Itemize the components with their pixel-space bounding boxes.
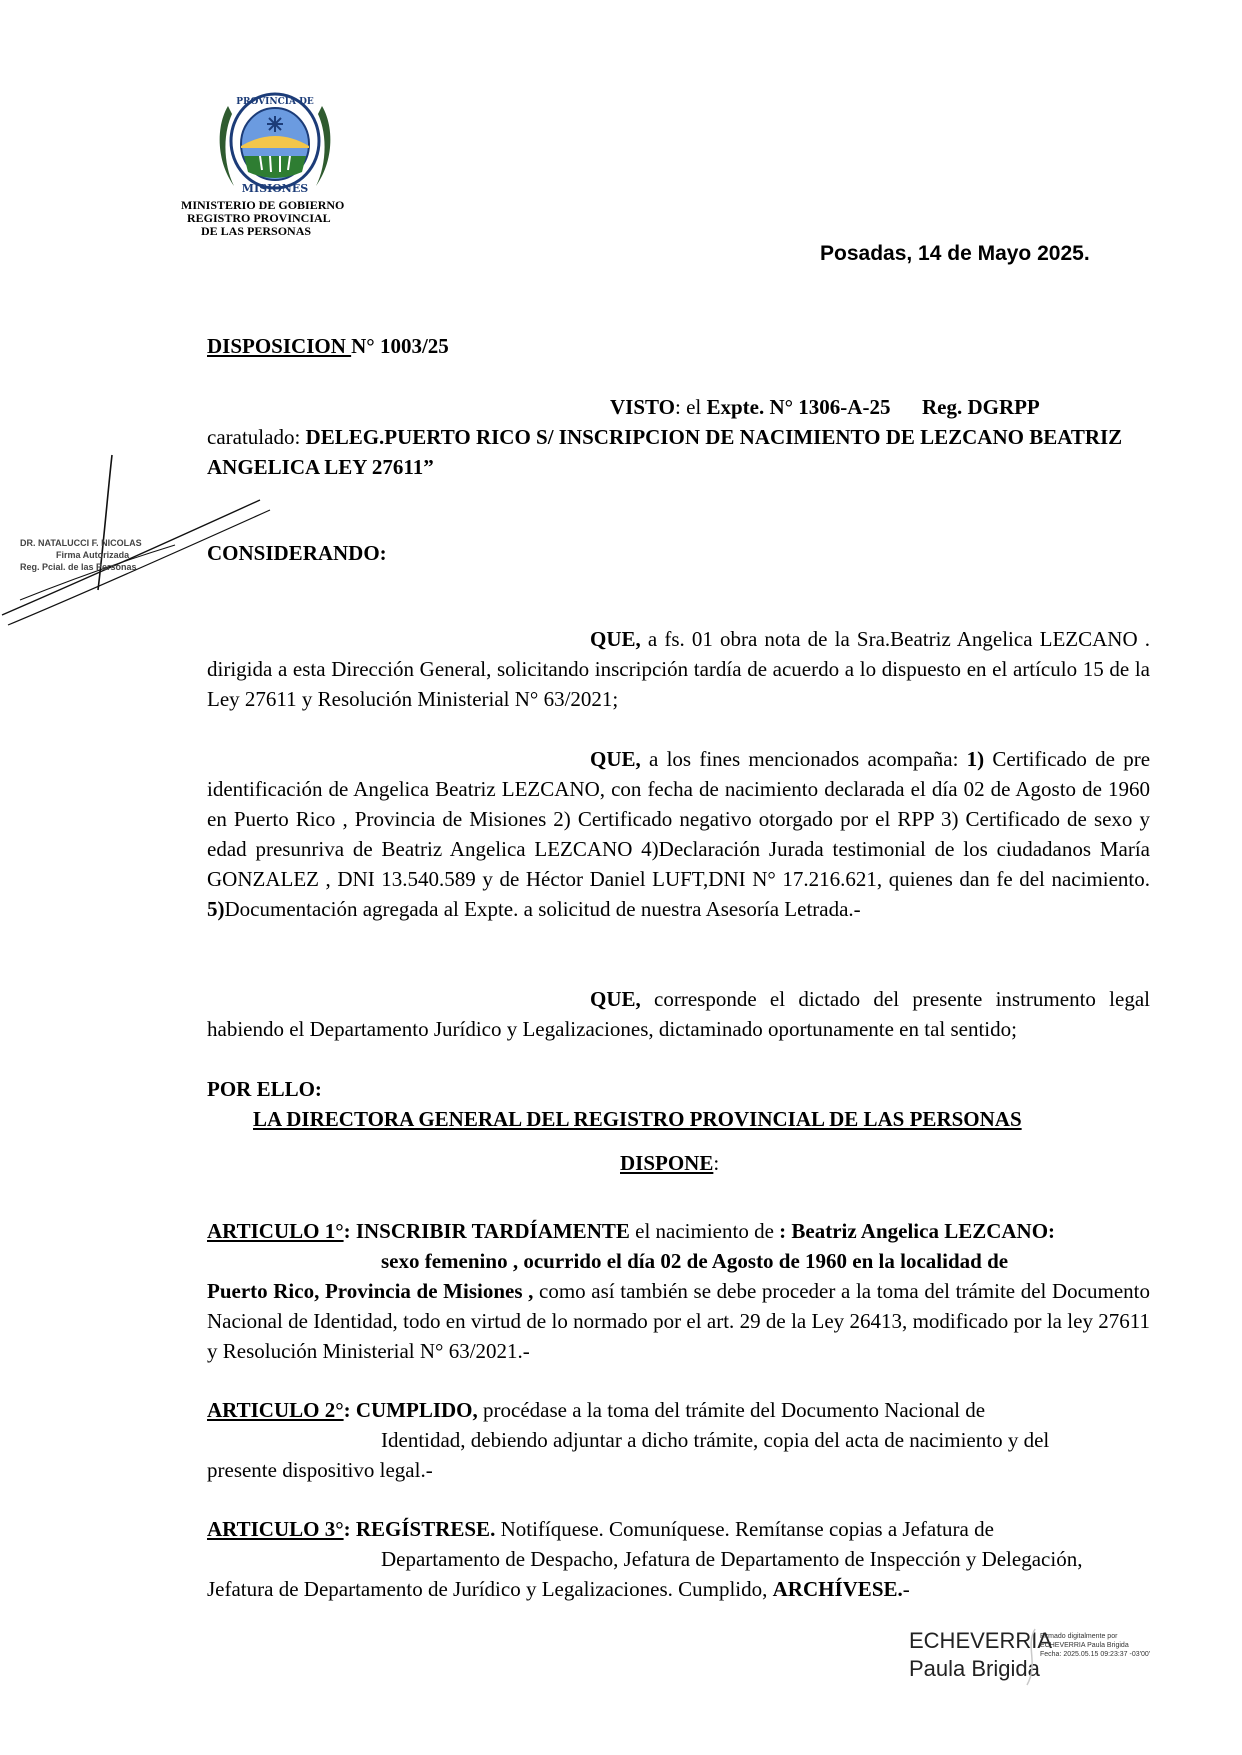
que-text: a fs. 01 obra nota de la Sra.Beatriz Angelica LEZCANO . dirigida a esta Dirección General, solicitando inscripción tardía de acuerdo a lo dispuesto en el artículo 15 de la Ley 27611 y Resolución Ministerial N° 63/2021;	[207, 627, 1150, 711]
digital-signature	[909, 1627, 1151, 1683]
disposicion-label: DISPOSICION	[207, 334, 352, 358]
province-seal	[210, 86, 340, 196]
articulo-locality: Puerto Rico, Provincia de Misiones ,	[207, 1279, 534, 1303]
articulo-label: ARTICULO 1°	[207, 1219, 344, 1243]
stamp-line: DR. NATALUCCI F. NICOLAS	[20, 538, 142, 548]
que-text: Certificado de pre identificación de Angelica Beatriz LEZCANO, con fecha de nacimiento declarada el día 02 de Agosto de 1960 en Puerto Rico , Provincia de Misiones 2) Certificado negativo otorgado por el RPP 3) Certificado de sexo y edad presunriva de Beatriz Angelica LEZCANO 4)Declaración Jurada testimonial de los ciudadanos María GONZALEZ , DNI 13.540.589 y de Héctor Daniel LUFT,DNI N° 17.216.621, quienes dan fe del nacimiento.	[207, 747, 1151, 891]
visto-expte: Expte. N° 1306-A-25	[706, 395, 891, 419]
articulo-action: INSCRIBIR TARDÍAMENTE	[355, 1219, 630, 1243]
dispone-label: DISPONE	[620, 1151, 714, 1175]
dispone-colon: :	[713, 1151, 720, 1175]
que-label: QUE,	[590, 747, 641, 771]
disposicion-title	[207, 334, 449, 359]
stamp-line: Firma Autorizada	[56, 550, 130, 560]
articulo-text: el nacimiento de	[629, 1219, 780, 1243]
articulo-colon: :	[343, 1219, 356, 1243]
articulo-colon: :	[343, 1398, 356, 1422]
considerando-heading: CONSIDERANDO:	[207, 541, 387, 565]
svg-text:MISIONES: MISIONES	[241, 182, 309, 195]
dispone-heading	[620, 1148, 719, 1178]
visto-reg: Reg. DGRPP	[921, 395, 1040, 419]
authorization-stamp	[20, 537, 142, 573]
que-text: corresponde el dictado del presente instrumento legal habiendo el Departamento Jurídico y Legalizaciones, dictaminado oportunamente en tal sentido;	[207, 987, 1150, 1041]
signer-name-line: ECHEVERRIA	[909, 1628, 1053, 1653]
document-date: Posadas, 14 de Mayo 2025.	[820, 242, 1090, 265]
que-paragraph-2	[207, 744, 1150, 924]
que-paragraph-3	[207, 984, 1150, 1044]
signature-metadata	[1040, 1632, 1150, 1659]
que-paragraph-1	[207, 624, 1150, 714]
visto-caratulado: caratulado:	[207, 425, 306, 449]
articulo-1	[207, 1216, 1150, 1366]
articulo-text: Notifíquese. Comuníquese. Remítanse copias a Jefatura de	[495, 1517, 994, 1541]
articulo-birth-details: sexo femenino , ocurrido el día 02 de Agosto de 1960 en la localidad de	[381, 1249, 1009, 1273]
articulo-text: Identidad, debiendo adjuntar a dicho trámite, copia del acta de nacimiento y del	[381, 1428, 1050, 1452]
ministry-header	[181, 199, 344, 238]
articulo-action: CUMPLIDO,	[355, 1398, 478, 1422]
que-label: QUE,	[590, 627, 641, 651]
visto-text: : el	[674, 395, 707, 419]
visto-section	[207, 392, 1150, 482]
directora-heading: LA DIRECTORA GENERAL DEL REGISTRO PROVINCIAL DE LAS PERSONAS	[253, 1107, 1022, 1131]
articulo-colon: :	[343, 1517, 356, 1541]
signature-meta-line: ECHEVERRIA Paula Brigida	[1040, 1642, 1129, 1649]
signature-flourish	[1021, 1627, 1041, 1689]
articulo-text: Departamento de Despacho, Jefatura de Departamento de Inspección y Delegación,	[381, 1547, 1083, 1571]
signature-meta-line: Fecha: 2025.05.15 09:23:37 -03'00'	[1040, 1651, 1151, 1658]
que-label: QUE,	[590, 987, 641, 1011]
articulo-name: : Beatriz Angelica LEZCANO:	[779, 1219, 1056, 1243]
que-text: a los fines mencionados acompaña:	[640, 747, 967, 771]
ministry-line: REGISTRO PROVINCIAL	[187, 211, 331, 225]
por-ello-heading: POR ELLO:	[207, 1077, 322, 1101]
articulo-text: procédase a la toma del trámite del Documento Nacional de	[477, 1398, 986, 1422]
stamp-line: Reg. Pcial. de las Personas	[20, 562, 137, 572]
articulo-label: ARTICULO 3°	[207, 1517, 344, 1541]
articulo-text: como así también se debe proceder a la toma del trámite del Documento Nacional de Identidad, todo en virtud de lo normado por el art. 29 de la Ley 26413, modificado por la ley 27611 y Resolución Ministerial N° 63/2021.-	[207, 1279, 1150, 1363]
ministry-line: DE LAS PERSONAS	[201, 224, 312, 238]
que-item-number: 1)	[966, 747, 985, 771]
articulo-text: presente dispositivo legal.-	[207, 1458, 433, 1482]
signature-meta-line: Firmado digitalmente por	[1040, 1633, 1118, 1640]
que-item-number: 5)	[207, 897, 225, 921]
articulo-3	[207, 1514, 1150, 1604]
articulo-text: Jefatura de Departamento de Jurídico y Legalizaciones. Cumplido,	[207, 1577, 773, 1601]
articulo-action: REGÍSTRESE.	[355, 1517, 496, 1541]
ministry-line: MINISTERIO DE GOBIERNO	[181, 198, 345, 212]
que-text: Documentación agregada al Expte. a solicitud de nuestra Asesoría Letrada.-	[224, 897, 861, 921]
disposicion-number: N° 1003/25	[351, 334, 449, 358]
articulo-label: ARTICULO 2°	[207, 1398, 344, 1422]
articulo-2	[207, 1395, 1150, 1485]
articulo-end: ARCHÍVESE.	[772, 1577, 903, 1601]
svg-text:PROVINCIA DE: PROVINCIA DE	[236, 97, 314, 107]
visto-label: VISTO	[610, 395, 675, 419]
articulo-end-tail: -	[902, 1577, 910, 1601]
visto-title: DELEG.PUERTO RICO S/ INSCRIPCION DE NACIMIENTO DE LEZCANO BEATRIZ ANGELICA LEY 27611”	[207, 425, 1123, 479]
signer-name-line: Paula Brigida	[909, 1656, 1040, 1681]
